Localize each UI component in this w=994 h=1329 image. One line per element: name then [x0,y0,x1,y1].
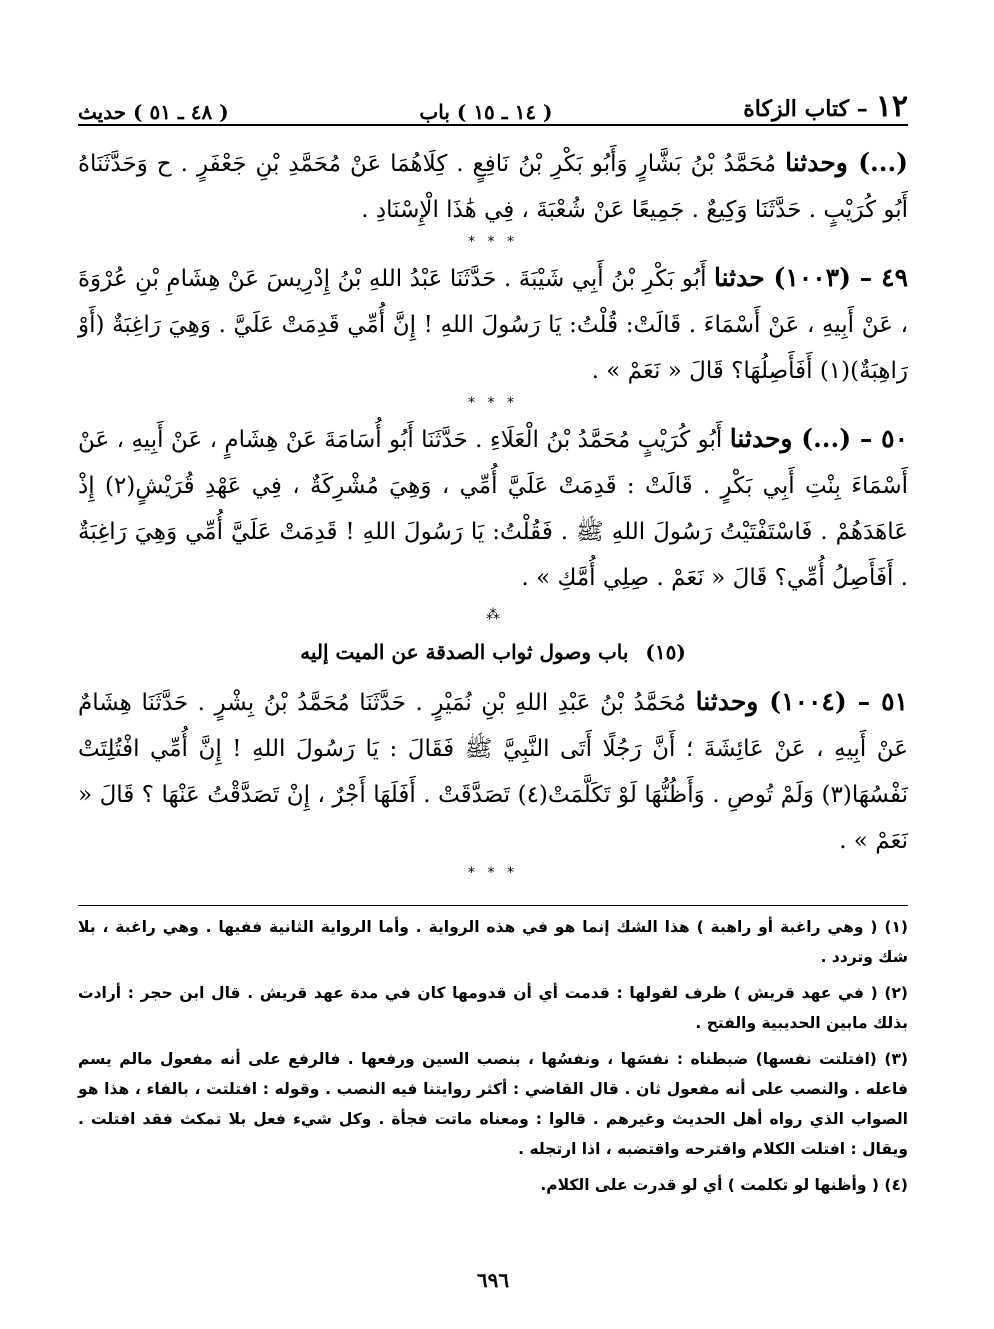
footnote: (١) ( وهي راغبة أو راهبة ) هذا الشك إنما هو في هذه الرواية . وأما الرواية الثانية ففيها . وهي راغبة ، بلا شك وتردد . [78,918,908,966]
footnotes [78,912,908,1206]
header-page-label: ١٢ [875,89,908,124]
hadith-text: أَبُو كُرَيْبٍ مُحَمَّدُ بْنُ الْعَلَاءِ . حَدَّثَنَا أَبُو أُسَامَةَ عَنْ هِشَامٍ ، عَنْ أَبِيهِ ، عَنْ أَسْمَاءَ بِنْتِ أَبِي بَكْرٍ . قَالَتْ : قَدِمَتْ عَلَيَّ أُمِّي ، وَهِيَ مُشْرِكَةٌ ، فِي عَهْدِ قُرَيْشٍ(٢) إِذْ عَاهَدَهُمْ . فَاسْتَفْتَيْتُ رَسُولَ اللهِ ﷺ . فَقُلْتُ: يَا رَسُولَ اللهِ ! قَدِمَتْ عَلَيَّ أُمِّي وَهِيَ رَاغِبَةٌ . أَفَأَصِلُ أُمِّي؟ قَالَ « نَعَمْ . صِلِي أُمَّكِ » . [78,427,908,591]
separator-stars: * * * [468,395,518,411]
hadith-lead: (...) وحدثنا [785,148,908,177]
hadith-text: مُحَمَّدُ بْنُ بَشَّارٍ وَأَبُو بَكْرِ بْنُ نَافِعٍ . كِلَاهُمَا عَنْ مُحَمَّدِ بْنِ جَعْفَرٍ . ح وَحَدَّثَنَاهُ أَبُو كُرَيْبٍ . حَدَّثَنَا وَكِيعٌ . جَمِيعًا عَنْ شُعْبَةَ ، فِي هَٰذَا الْإِسْنَادِ . [78,151,908,223]
hadith-lead: ٤٩ – (١٠٠٣) حدثنا [713,263,908,292]
header-hadith-range: ( ٤٨ ـ ٥١ ) حديث [78,100,229,124]
hadith-text: أَبُو بَكْرِ بْنُ أَبِي شَيْبَةَ . حَدَّثَنَا عَبْدُ اللهِ بْنُ إِدْرِيسَ عَنْ هِشَامِ بْنِ عُرْوَةَ ، عَنْ أَبِيهِ ، عَنْ أَسْمَاءَ . قَالَتْ: قُلْتُ: يَا رَسُولَ اللهِ ! إِنَّ أُمِّي قَدِمَتْ عَلَيَّ . وَهِيَ رَاغِبَةٌ (أَوْ رَاهِبَةٌ)(١) أَفَأَصِلُهَا؟ قَالَ « نَعَمْ » . [78,266,908,384]
hadith-paragraph [78,679,908,864]
hadith-paragraph [78,140,908,233]
hadith-text: مُحَمَّدُ بْنُ عَبْدِ اللهِ بْنِ نُمَيْرٍ . حَدَّثَنَا مُحَمَّدُ بْنُ بِشْرٍ . حَدَّثَنَا هِشَامٌ عَنْ أَبِيهِ ، عَنْ عَائِشَةَ ؛ أَنَّ رَجُلًا أَتَى النَّبِيَّ ﷺ فَقَالَ : يَا رَسُولَ اللهِ ! إِنَّ أُمِّي افْتُلِتَتْ نَفْسُهَا(٣) وَلَمْ تُوصِ . وَأَظُنُّهَا لَوْ تَكَلَّمَتْ(٤) تَصَدَّقَتْ . أَفَلَهَا أَجْرٌ ، إِنْ تَصَدَّقْتُ عَنْهَا ؟ قَالَ « نَعَمْ » . [78,690,908,854]
book-page [78,0,908,1329]
footnote: (٤) ( وأظنها لو تكلمت ) أي لو قدرت على الكلام. [540,1176,908,1194]
hadith-paragraph [78,416,908,601]
footnote-divider [78,905,908,906]
page-number: ٦٩٦ [476,1268,510,1292]
hadith-paragraph [78,255,908,394]
section-title: باب وصول ثواب الصدقة عن الميت إليه [300,640,629,664]
header-book-name: – كتاب الزكاة [743,96,868,122]
header-chapter-range: ( ١٤ ـ ١٥ ) باب [419,100,553,124]
header-divider [78,124,908,126]
running-header [78,82,908,124]
footnote: (٢) ( في عهد قريش ) ظرف لقولها : قدمت أي أن قدومها كان في مدة عهد قريش . قال ابن حجر : أرادت بذلك مابين الحديبية والفتح . [78,984,908,1032]
separator-stars: * * * [468,234,518,250]
main-text [78,140,908,886]
hadith-lead: ٥٠ – (...) وحدثنا [729,424,908,453]
header-book-title [743,89,908,124]
separator-triangle: ⁂ [486,607,500,623]
footnote: (٣) (افتلتت نفسها) ضبطناه : نفسَها ، ونفسُها ، بنصب السين ورفعها . فالرفع على أنه مفعول مالم يسم فاعله . والنصب على أنه مفعول ثان . قال القاضي : أكثر روايتنا فيه النصب . وقوله : افتلتت ، بالفاء ، هذا هو الصواب الذي رواه أهل الحديث وغيرهم . قالوا : ومعناه ماتت فجأة . وكل شيء فعل بلا تمكث فقد افتلت . ويقال : افتلت الكلام واقترحه واقتضبه ، اذا ارتجله . [78,1050,908,1158]
section-number: (١٥) [645,640,686,664]
separator-stars: * * * [468,865,518,881]
section-heading [78,635,908,669]
hadith-lead: ٥١ – (١٠٠٤) وحدثنا [695,687,908,716]
